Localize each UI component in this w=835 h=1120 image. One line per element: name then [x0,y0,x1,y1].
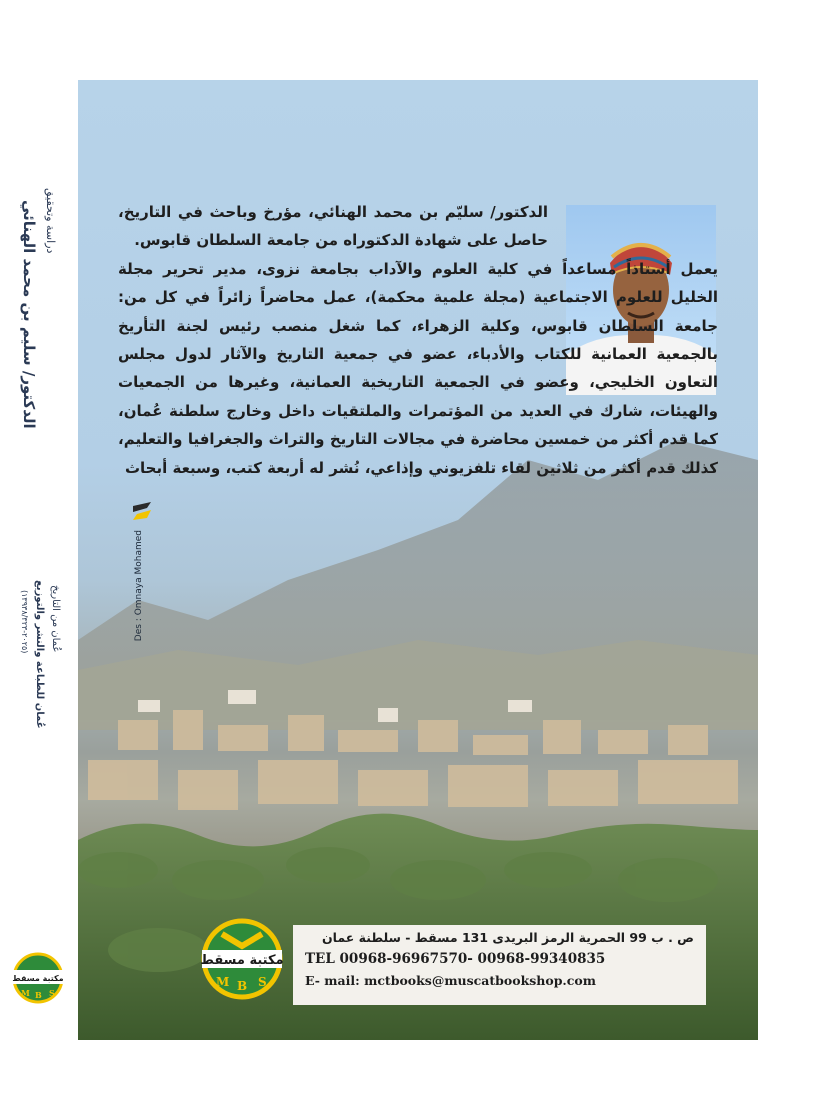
publisher-contact-box [293,925,706,1005]
publisher-logo-label: مكتبة مسقط [200,953,284,968]
publisher-logo [196,918,288,1000]
publisher-email: E- mail: mctbooks@muscatbookshop.com [305,973,596,988]
spine-series-label: دراسة وتحقيق [44,188,57,254]
spine-logo-letter-m: M [21,988,30,998]
author-biography [118,198,718,482]
spine-logo-letter-s: S [49,988,55,998]
spine-logo-label: مكتبة مسقط [12,974,64,983]
designer-mark-icon [129,498,155,524]
biography-paragraph-1: الدكتور/ سليّم بن محمد الهنائي، مؤرخ وباحث في التاريخ، حاصل على شهادة الدكتوراه من جامعة السلطان قابوس. [118,203,548,250]
biography-paragraph-2: يعمل أستاذاً مساعداً في كلية العلوم والآداب بجامعة نزوى، مدير تحرير مجلة الخليل للعلوم الاجتماعية (مجلة علمية محكمة)، عمل محاضراً زائراً في كل من: جامعة السلطان قابوس، وكلية الزهراء، كما شغل منصب رئيس لجنة التأريخ بالجمعية العمانية للكتاب والأدباء، عضو في جمعية التاريخ والآثار لدول مجلس التعاون الخليجي، وعضو في الجمعية التاريخية العمانية، وغيرها من الجمعيات والهيئات، شارك في العديد من المؤتمرات والملتقيات داخل وخارج سلطنة عُمان، كما قدم أكثر من خمسين محاضرة في مجالات التاريخ والتراث والجغرافيا والتعليم، كذلك قدم أكثر من ثلاثين لقاء تلفزيوني وإذاعي، نُشر له أربعة كتب، وسبعة أبحاث [118,259,718,477]
publisher-phone: TEL 00968-96967570- 00968-99340835 [305,951,606,967]
spine-bottom-title: عُمان من التاريخ [50,585,61,653]
spine [0,80,78,1040]
spine-bottom-code: (٢٠٢٥-١٣٩٣٨/٣٢٣) [20,590,29,654]
logo-letter-m: M [216,975,230,989]
publisher-address: ص . ب 99 الحمرية الرمز البريدى 131 مسقط - سلطنة عمان [322,930,694,945]
back-cover [78,80,758,1040]
designer-credit: Des : Omnaya Mohamed [134,530,144,642]
spine-logo-letter-b: B [35,990,42,1000]
logo-letter-b: B [237,979,248,993]
spine-author: الدكتور/ سليم بن محمد الهنائي [20,200,38,429]
logo-letter-s: S [258,975,267,989]
spine-bottom-subtitle: عُمان للطباعة والنشر والتوزيع [34,580,45,729]
designer-credit-block [122,498,162,698]
spine-publisher-logo [7,952,69,1004]
